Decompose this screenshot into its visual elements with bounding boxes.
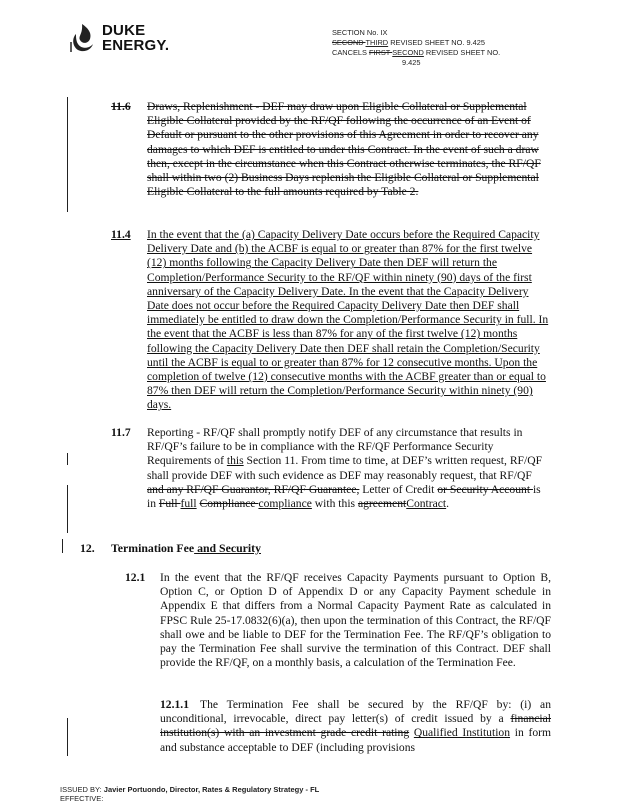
logo-line-1: DUKE [102, 22, 146, 39]
duke-energy-flame-icon [68, 22, 98, 54]
revision-bar [67, 453, 68, 465]
revision-bar [62, 539, 63, 553]
section-12-1-1-text [160, 698, 551, 755]
text-run-deleted: or Security Account [437, 482, 533, 496]
section-11-4-text: In the event that the (a) Capacity Delivery Date occurs before the Required Capacity Delivery Date and (b) the ACBF is equal to or greater than 87% for the first twelve (12) months following the Capacity Delivery Date then DEF will return the Completion/Performance Security to the RF/QF within ninety (90) days of the first anniversary of the Capacity Delivery Date. In the event that the Capacity Delivery Date does not occur before the Required Capacity Delivery Date then DEF shall immediately be entitled to draw down the Completion/Performance Security in full. In the event that the ACBF is less than 87% for any of the first twelve (12) months following the Capacity Delivery Date then DEF shall retain the Completion/Security until the ACBF is equal to or greater than 87% for 12 consecutive months. Upon the completion of twelve (12) consecutive months with the ACBF greater than or equal to 87% then DEF will return the Completion/Performance Security within ninety (90) days. [147, 228, 549, 412]
revision-bar [67, 718, 68, 756]
text-run-inserted: full [180, 497, 197, 511]
issued-by-line [60, 785, 319, 794]
cancels-prefix: CANCELS [332, 48, 369, 57]
sheet-number-line [332, 38, 500, 48]
text-run: Letter of Credit [359, 482, 438, 496]
sheet-rest: REVISED SHEET NO. 9.425 [388, 38, 485, 47]
logo-line-2: ENERGY. [102, 37, 170, 54]
effective-label: EFFECTIVE: [60, 794, 104, 803]
section-12-1-number: 12.1 [125, 571, 146, 584]
section-11-7-number: 11.7 [111, 426, 131, 439]
cancels-inserted: SECOND [392, 48, 424, 57]
revision-bar [67, 485, 68, 533]
section-12-1-text: In the event that the RF/QF receives Capacity Payments pursuant to Option B, Option C, or Option D of Appendix D or any Capacity Payment schedule in Appendix E that differs from a Normal Capacity Payment Rate as calculated in FPSC Rule 25-17.0832(6)(a), then upon the termination of this Contract, the RF/QF shall owe and be liable to DEF for the Termination Fee. The RF/QF’s obligation to pay the Termination Fee shall survive the termination of this Contract. DEF shall provide the RF/QF, on a monthly basis, a calculation of the Termination Fee. [160, 571, 551, 670]
text-run-deleted: and any RF/QF Guarantor, RF/QF Guarantee, [147, 482, 360, 496]
text-run: with this [311, 497, 358, 511]
section-12-1-1-number: 12.1.1 [160, 698, 189, 711]
section-number: SECTION No. IX [332, 28, 388, 37]
issued-by-label: ISSUED BY: [60, 785, 102, 794]
logo-wordmark [102, 23, 169, 53]
text-run-deleted: agreement [357, 497, 407, 511]
cancels-deleted: FIRST [368, 48, 393, 57]
text-run-inserted: Contract [406, 497, 447, 511]
text-run: The Termination Fee shall be secured by the RF/QF by: (i) an unconditional, irrevocable, direct pay letter(s) of credit issued by a [160, 698, 551, 726]
text-run-inserted: Qualified Institution [413, 726, 511, 740]
cancels-line [332, 48, 500, 58]
sheet-deleted: SECOND [332, 38, 366, 47]
text-run: . [446, 497, 450, 511]
duke-energy-logo [68, 22, 169, 54]
text-run-inserted: this [226, 454, 244, 468]
issued-by-value: Javier Portuondo, Director, Rates & Regulatory Strategy - FL [103, 785, 320, 794]
text-run-deleted: financial institution(s) with an investment grade credit rating [160, 712, 551, 740]
section-11-6-text: Draws, Replenishment - DEF may draw upon Eligible Collateral or Supplemental Eligible Collateral provided by the RF/QF following the occurrence of an Event of Default or pursuant to the other provisions of this Agreement in order to recover any damages to which DEF is entitled to under this Contract. In the event of such a draw then, except in the circumstance when this Contract otherwise terminates, the RF/QF shall within two (2) Business Days replenish the Eligible Collateral or Supplemental Eligible Collateral to the full amounts required by Table 2. [147, 100, 541, 199]
text-run-deleted: Full [158, 497, 181, 511]
text-run: Section 11. From time to time, at DEF’s written request, RF/QF shall provide DEF with such evidence as DEF may reasonably request, that RF/QF [147, 454, 543, 482]
cancels-rest: REVISED SHEET NO. [423, 48, 501, 57]
text-run: in form and substance acceptable to DEF (including provisions [160, 726, 552, 754]
text-run: Reporting - RF/QF shall promptly notify DEF of any circumstance that results in RF/QF’s failure to be in compliance with the RF/QF Performance Security Requirements of [147, 426, 523, 468]
title-inserted: and Security [194, 541, 261, 555]
section-11-4-number: 11.4 [111, 228, 131, 241]
revision-bar [67, 97, 68, 212]
cancels-sheet-number: 9.425 [402, 58, 421, 67]
section-11-7-text [147, 426, 549, 511]
section-12-title [111, 541, 261, 556]
text-run: is in [147, 482, 541, 511]
text-run-inserted: compliance [258, 497, 312, 511]
text-run-deleted: Compliance [199, 497, 259, 511]
sheet-header [332, 28, 500, 68]
sheet-inserted: THIRD [365, 38, 389, 47]
title-text: Termination Fee [111, 541, 195, 555]
section-11-6-number: 11.6 [111, 100, 131, 113]
page-footer [60, 785, 319, 803]
section-12-number: 12. [80, 541, 95, 555]
